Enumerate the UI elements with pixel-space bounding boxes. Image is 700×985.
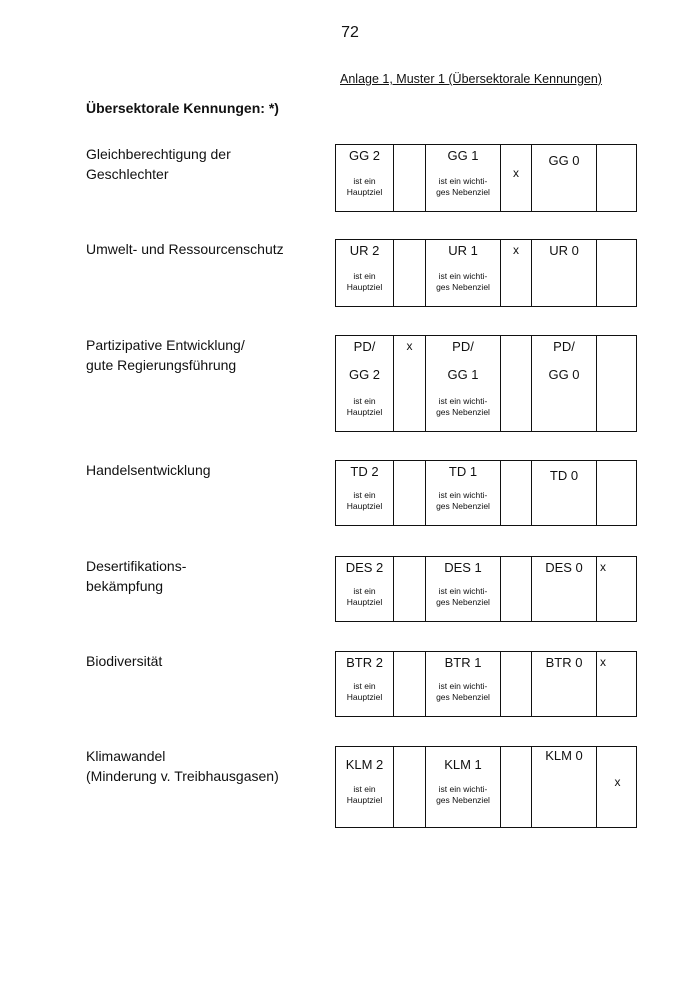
checkbox-no-goal[interactable] xyxy=(596,747,638,827)
marker-grid-gender-equality xyxy=(335,144,637,212)
cell-sub-goal xyxy=(425,145,500,211)
code-sub-line2: GG 1 xyxy=(447,367,479,382)
check-mark: x xyxy=(406,339,413,353)
checkbox-sub-goal[interactable] xyxy=(500,652,531,716)
code-none: KLM 0 xyxy=(545,748,583,763)
cell-no-goal xyxy=(531,240,596,306)
checkbox-no-goal[interactable] xyxy=(596,336,638,431)
code-sub: BTR 1 xyxy=(444,655,482,670)
code-sub: DES 1 xyxy=(444,560,482,575)
code-none: TD 0 xyxy=(549,468,579,483)
checkbox-sub-goal[interactable] xyxy=(500,461,531,525)
note-sub: ist ein wichti- ges Nebenziel xyxy=(436,396,490,417)
note-sub: ist ein wichti- ges Nebenziel xyxy=(436,681,490,702)
marker-grid-participatory-development xyxy=(335,335,637,432)
checkbox-main-goal[interactable] xyxy=(393,461,425,525)
cell-main-goal xyxy=(336,557,393,621)
marker-grid-environment xyxy=(335,239,637,307)
code-sub: KLM 1 xyxy=(444,757,482,772)
note-main: ist ein Hauptziel xyxy=(346,176,383,197)
marker-grid-desertification xyxy=(335,556,637,622)
check-mark: x xyxy=(600,560,606,574)
checkbox-main-goal[interactable] xyxy=(393,145,425,211)
row-label-climate-change xyxy=(86,746,279,786)
cell-main-goal xyxy=(336,461,393,525)
note-main: ist ein Hauptziel xyxy=(346,586,383,607)
check-mark: x xyxy=(600,655,606,669)
cell-sub-goal xyxy=(425,652,500,716)
row-label-line: Umwelt- und Ressourcenschutz xyxy=(86,241,284,257)
note-sub: ist ein wichti- ges Nebenziel xyxy=(436,490,490,511)
row-label-line: Geschlechter xyxy=(86,166,169,182)
note-sub: ist ein wichti- ges Nebenziel xyxy=(436,271,490,292)
cell-main-goal xyxy=(336,652,393,716)
code-main: GG 2 xyxy=(348,148,381,163)
code-none-line1: PD/ xyxy=(553,339,575,354)
note-main: ist ein Hauptziel xyxy=(346,396,383,417)
checkbox-sub-goal[interactable] xyxy=(500,336,531,431)
cell-no-goal xyxy=(531,557,596,621)
code-main: BTR 2 xyxy=(346,655,383,670)
note-main: ist ein Hauptziel xyxy=(346,784,383,805)
cell-no-goal xyxy=(531,652,596,716)
row-label-line: Desertifikations- xyxy=(86,558,187,574)
checkbox-no-goal[interactable] xyxy=(596,145,638,211)
row-label-line: Gleichberechtigung der xyxy=(86,146,231,162)
row-label-line: Biodiversität xyxy=(86,653,163,669)
row-label-gender-equality xyxy=(86,144,231,184)
row-label-participatory-development xyxy=(86,335,245,375)
code-main-line2: GG 2 xyxy=(348,367,381,382)
marker-grid-biodiversity xyxy=(335,651,637,717)
row-label-line: gute Regierungsführung xyxy=(86,357,237,373)
checkbox-main-goal[interactable] xyxy=(393,557,425,621)
row-label-trade-development xyxy=(86,460,211,480)
cell-main-goal xyxy=(336,145,393,211)
cell-sub-goal xyxy=(425,557,500,621)
note-sub: ist ein wichti- ges Nebenziel xyxy=(436,176,490,197)
code-main: KLM 2 xyxy=(345,757,384,772)
note-sub: ist ein wichti- ges Nebenziel xyxy=(436,784,490,805)
code-sub-line1: PD/ xyxy=(452,339,474,354)
check-mark: x xyxy=(614,775,621,789)
row-label-line: Klimawandel xyxy=(86,748,166,764)
checkbox-sub-goal[interactable] xyxy=(500,747,531,827)
checkbox-main-goal[interactable] xyxy=(393,240,425,306)
code-main: UR 2 xyxy=(349,243,380,258)
check-mark: x xyxy=(513,166,519,180)
checkbox-sub-goal[interactable] xyxy=(500,145,531,211)
code-main: DES 2 xyxy=(345,560,384,575)
cell-no-goal xyxy=(531,747,596,827)
cell-sub-goal xyxy=(425,336,500,431)
checkbox-no-goal[interactable] xyxy=(596,240,638,306)
code-sub: TD 1 xyxy=(448,464,478,479)
row-label-line: bekämpfung xyxy=(86,578,164,594)
cell-no-goal xyxy=(531,145,596,211)
code-sub: GG 1 xyxy=(447,148,479,163)
row-label-line: Partizipative Entwicklung/ xyxy=(86,337,245,353)
code-none: BTR 0 xyxy=(545,655,583,670)
note-main: ist ein Hauptziel xyxy=(346,490,383,511)
checkbox-sub-goal[interactable] xyxy=(500,557,531,621)
cell-main-goal xyxy=(336,336,393,431)
code-main: TD 2 xyxy=(350,464,379,479)
row-label-desertification xyxy=(86,556,186,596)
row-label-biodiversity xyxy=(86,651,162,671)
note-main: ist ein Hauptziel xyxy=(346,681,383,702)
page-number: 72 xyxy=(341,24,359,41)
row-label-line: (Minderung v. Treibhausgasen) xyxy=(86,768,279,784)
checkbox-main-goal[interactable] xyxy=(393,747,425,827)
checkbox-no-goal[interactable] xyxy=(596,652,638,716)
code-sub: UR 1 xyxy=(448,243,478,258)
checkbox-sub-goal[interactable] xyxy=(500,240,531,306)
checkbox-main-goal[interactable] xyxy=(393,652,425,716)
row-label-environment xyxy=(86,239,284,259)
checkbox-no-goal[interactable] xyxy=(596,557,638,621)
cell-main-goal xyxy=(336,747,393,827)
checkbox-main-goal[interactable] xyxy=(393,336,425,431)
code-main-line1: PD/ xyxy=(353,339,376,354)
cell-main-goal xyxy=(336,240,393,306)
code-none: DES 0 xyxy=(545,560,583,575)
section-heading: Übersektorale Kennungen: *) xyxy=(86,100,279,116)
check-mark: x xyxy=(513,243,519,257)
checkbox-no-goal[interactable] xyxy=(596,461,638,525)
cell-no-goal xyxy=(531,336,596,431)
code-none: GG 0 xyxy=(548,153,580,168)
marker-grid-climate-change xyxy=(335,746,637,828)
cell-sub-goal xyxy=(425,461,500,525)
marker-grid-trade-development xyxy=(335,460,637,526)
code-none: UR 0 xyxy=(549,243,579,258)
code-none-line2: GG 0 xyxy=(548,367,580,382)
annex-title: Anlage 1, Muster 1 (Übersektorale Kennungen) xyxy=(340,72,602,86)
row-label-line: Handelsentwicklung xyxy=(86,462,211,478)
cell-no-goal xyxy=(531,461,596,525)
note-main: ist ein Hauptziel xyxy=(346,271,383,292)
cell-sub-goal xyxy=(425,747,500,827)
cell-sub-goal xyxy=(425,240,500,306)
note-sub: ist ein wichti- ges Nebenziel xyxy=(436,586,490,607)
